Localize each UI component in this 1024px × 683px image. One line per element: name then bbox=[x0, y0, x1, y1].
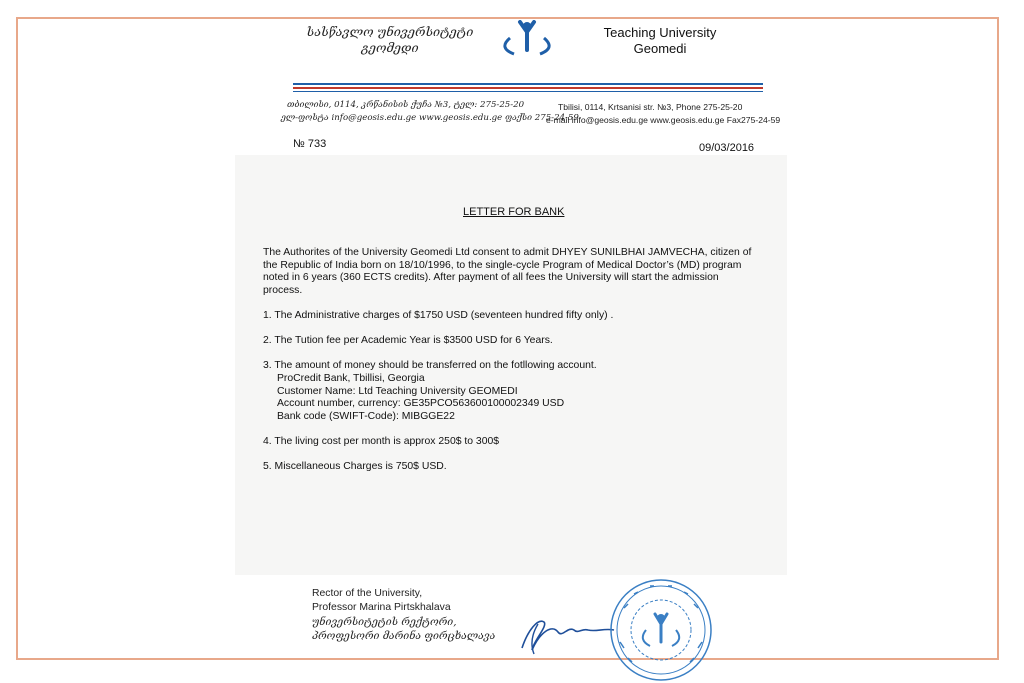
bank-name: ProCredit Bank, Tbillisi, Georgia bbox=[277, 373, 425, 384]
list-item-living-cost: 4. The living cost per month is approx 250$ to 300$ bbox=[263, 436, 500, 447]
customer-name: Customer Name: Ltd Teaching University GEOMEDI bbox=[277, 386, 518, 397]
paragraph-line: process. bbox=[263, 284, 303, 296]
georgian-name-line1: სასწავლო უნივერსიტეტი bbox=[306, 24, 474, 39]
list-item-miscellaneous: 5. Miscellaneous Charges is 750$ USD. bbox=[263, 461, 447, 472]
english-name-line1: Teaching University bbox=[603, 25, 717, 40]
signatory-title: Rector of the University, bbox=[312, 588, 423, 599]
university-seal-icon bbox=[606, 578, 716, 682]
georgian-name-line2: გეომედი bbox=[361, 40, 419, 55]
letter-date: 09/03/2016 bbox=[699, 142, 755, 154]
header-rule-blue bbox=[293, 83, 763, 85]
handwritten-signature-icon bbox=[518, 610, 618, 660]
signatory-title-georgian: უნივერსიტეტის რექტორი, bbox=[312, 616, 457, 628]
signatory-name-georgian: პროფესორი მარინა ფირცხალავა bbox=[312, 630, 496, 642]
university-logo-icon bbox=[496, 20, 556, 60]
header-rule-blue-thin bbox=[293, 91, 763, 92]
list-item-administrative-charges: 1. The Administrative charges of $1750 USD (seventeen hundred fifty only) . bbox=[263, 310, 614, 321]
signatory-name: Professor Marina Pirtskhalava bbox=[312, 602, 451, 613]
contact-english-address: Tbilisi, 0114, Krtsanisi str. №3, Phone 275-25-20 bbox=[558, 102, 743, 112]
paragraph-line: The Authorites of the University Geomedi Ltd consent to admit DHYEY SUNILBHAI JAMVECHA, citizen of bbox=[263, 247, 752, 258]
letter-title: LETTER FOR BANK bbox=[463, 206, 565, 218]
english-name-line2: Geomedi bbox=[633, 41, 687, 56]
account-number: Account number, currency: GE35PCO563600100002349 USD bbox=[277, 398, 565, 409]
paragraph-line: noted in 6 years (360 ECTS credits). After payment of all fees the University will start the admission bbox=[263, 272, 719, 284]
paragraph-line: the Republic of India born on 18/10/1996, to the single-cycle Program of Medical Doctor’s (MD) program bbox=[263, 259, 742, 271]
letter-number: № 733 bbox=[293, 138, 327, 150]
contact-georgian-email: ელ-ფოსტა info@geosis.edu.ge www.geosis.edu.ge ფაქსი 275-24-59 bbox=[281, 113, 579, 123]
contact-english-email: e-mail info@geosis.edu.ge www.geosis.edu.ge Fax275-24-59 bbox=[546, 115, 781, 125]
letter-paragraph bbox=[263, 247, 763, 297]
list-item-transfer-account: 3. The amount of money should be transferred on the fotllowing account. bbox=[263, 360, 597, 371]
list-item-tuition-fee: 2. The Tution fee per Academic Year is $3500 USD for 6 Years. bbox=[263, 335, 553, 346]
swift-code: Bank code (SWIFT-Code): MIBGGE22 bbox=[277, 411, 455, 422]
contact-georgian-address: თბილისი, 0114, კრწანისის ქუჩა №3, ტელ: 275-25-20 bbox=[287, 100, 525, 110]
header-rule-red bbox=[293, 87, 763, 89]
